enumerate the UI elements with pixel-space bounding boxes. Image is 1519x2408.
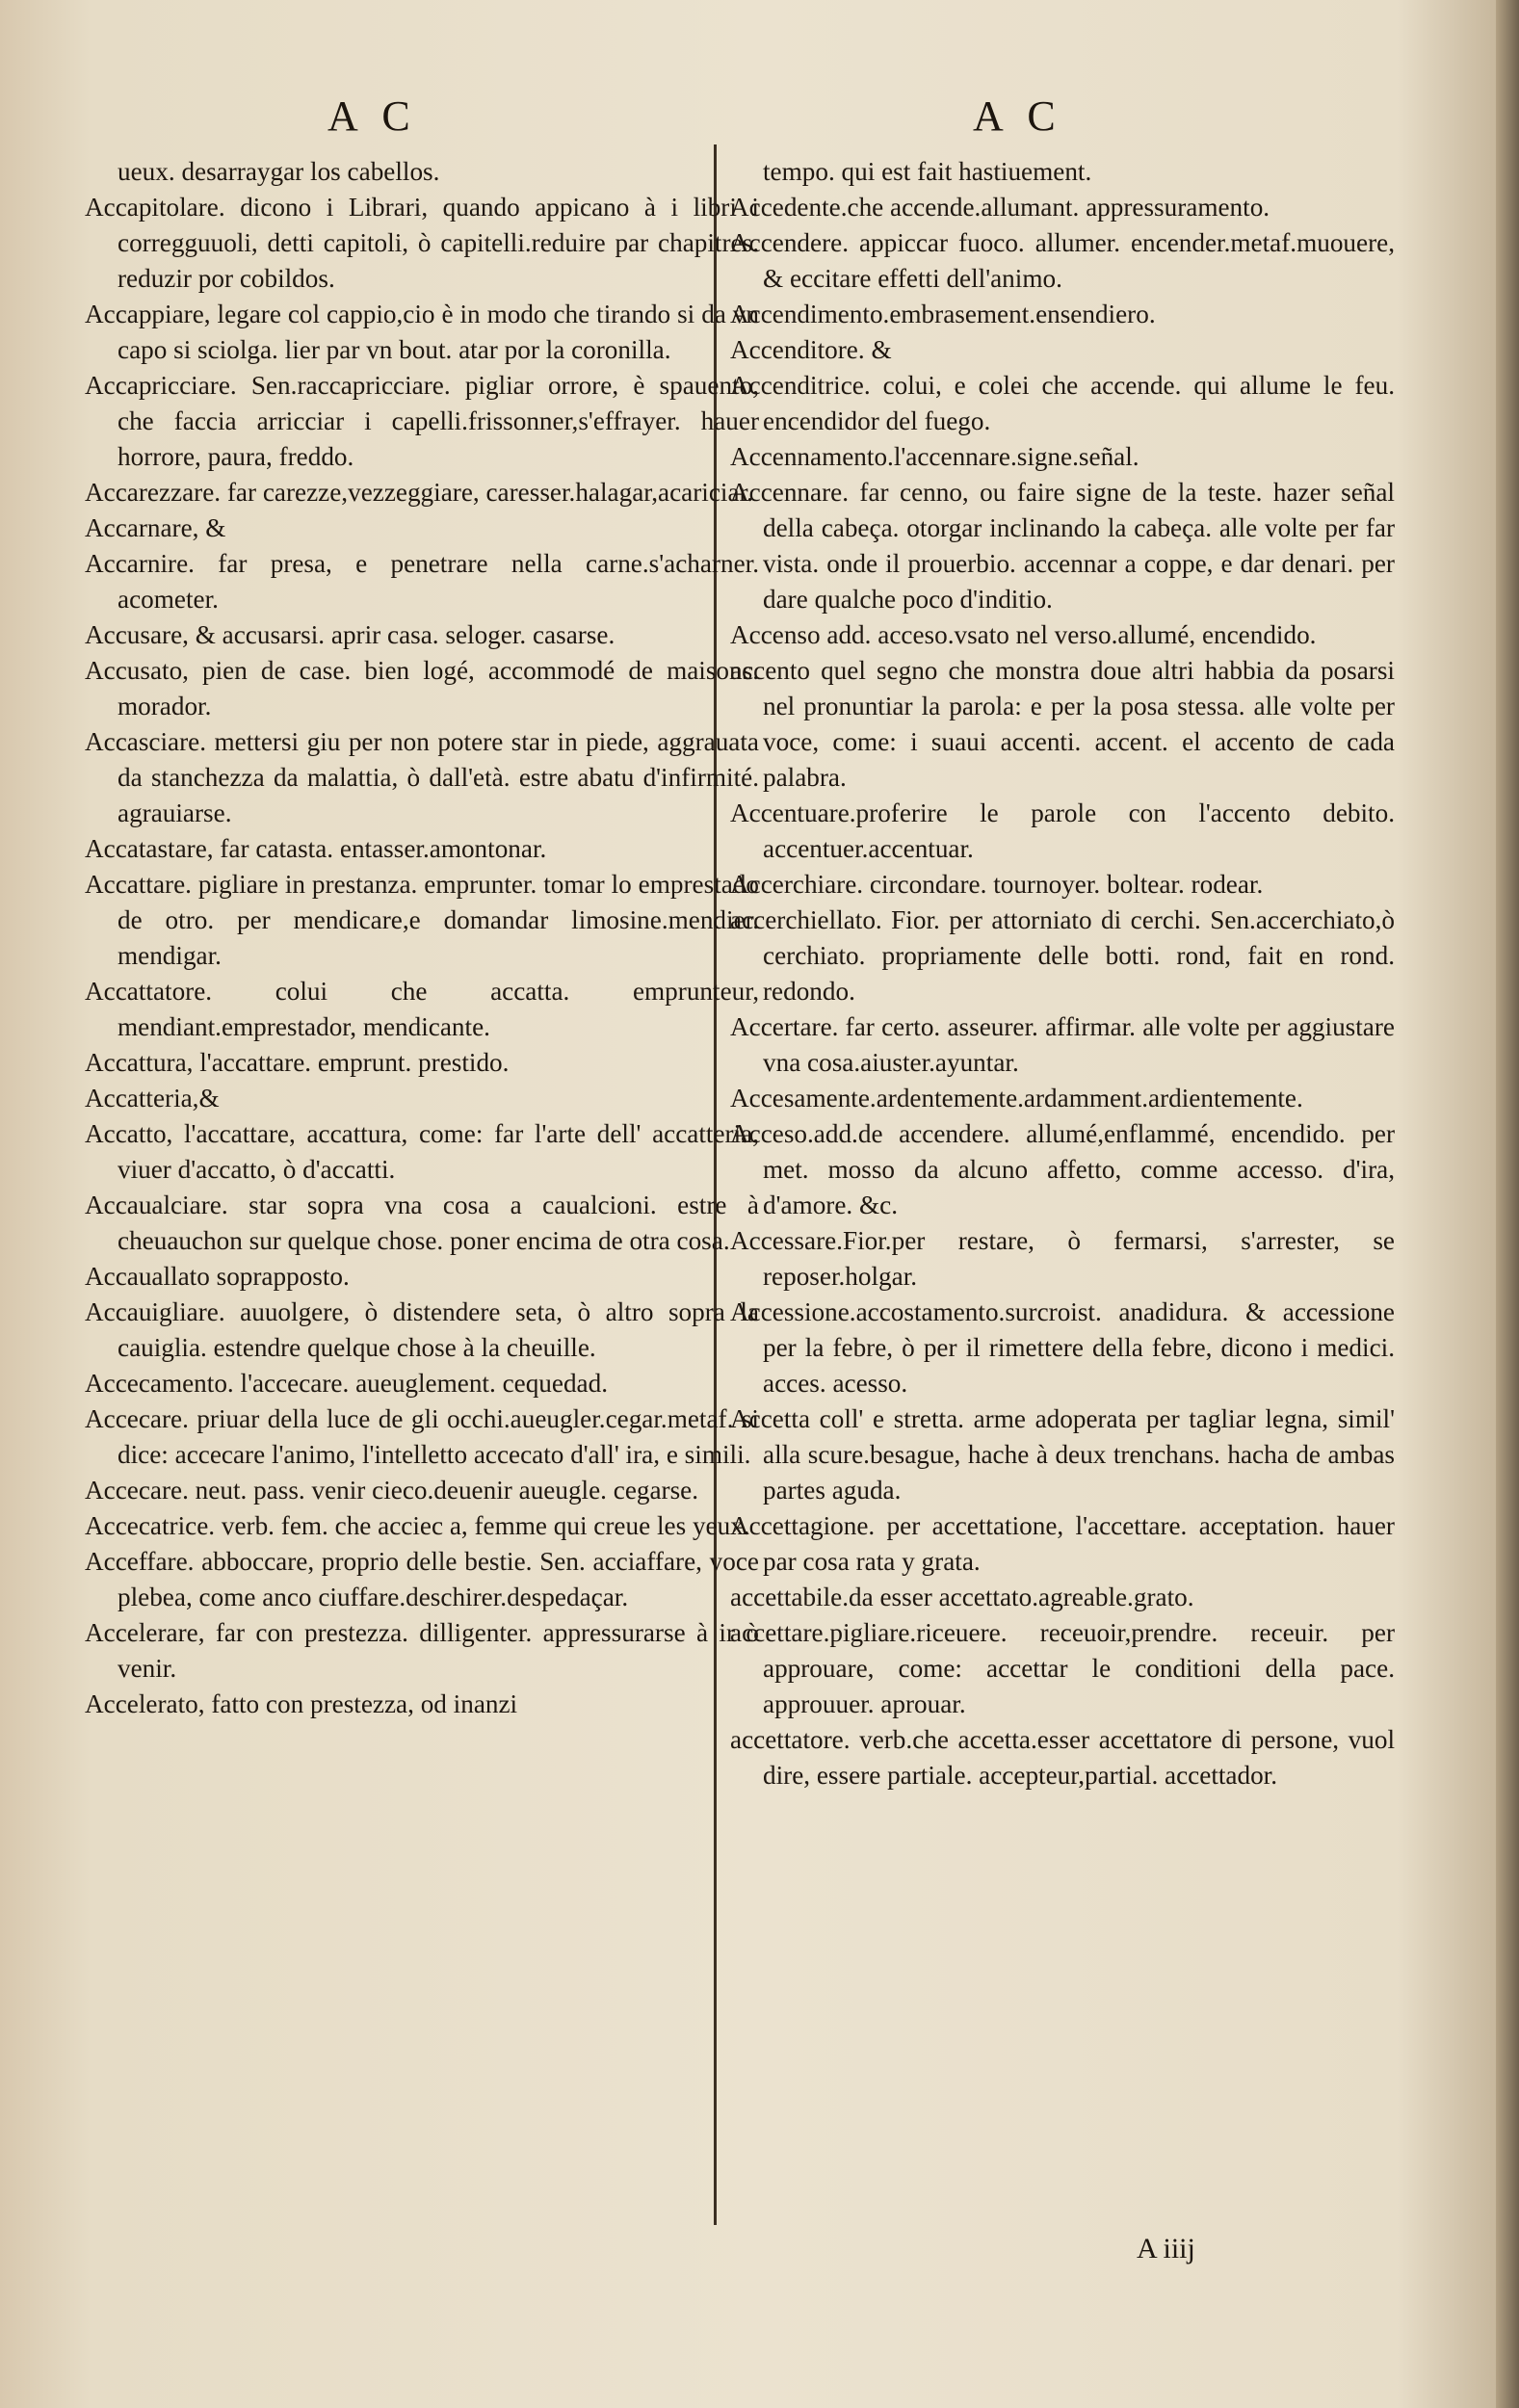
dictionary-entry: Accappiare, legare col cappio,cio è in modo che tirando si da vn capo si sciolga. lier par vn bout. atar por la coronilla. bbox=[85, 300, 759, 364]
dictionary-entry: Accecatrice. verb. fem. che acciec a, femme qui creue les yeux. bbox=[85, 1511, 750, 1540]
dictionary-entry: Accarezzare. far carezze,vezzeggiare, caresser.halagar,acariciar. bbox=[85, 478, 753, 507]
dictionary-entry: Accettagione. per accettatione, l'accettare. acceptation. hauer par cosa rata y grata. bbox=[730, 1511, 1395, 1576]
dictionary-entry: accettatore. verb.che accetta.esser accettatore di persone, vuol dire, essere partiale. accepteur,partial. accettador. bbox=[730, 1725, 1395, 1790]
signature-mark: A iiij bbox=[1137, 2233, 1195, 2264]
dictionary-entry: Accendere. appiccar fuoco. allumer. encender.metaf.muouere, & eccitare effetti dell'animo. bbox=[730, 228, 1395, 293]
dictionary-entry: Accasciare. mettersi giu per non potere star in piede, aggrauata da stanchezza da malattia, ò dall'età. estre abatu d'infirmité. agrauiarse. bbox=[85, 727, 759, 827]
dictionary-entry: Accelerare, far con prestezza. dilligenter. appressurarse à ir ò venir. bbox=[85, 1618, 759, 1683]
dictionary-entry: Accetta coll' e stretta. arme adoperata per tagliar legna, simil' alla scure.besague, hache à deux trenchans. hacha de ambas partes aguda. bbox=[730, 1404, 1395, 1505]
dictionary-entry: Accattatore. colui che accatta. emprunteur, mendiant.emprestador, mendicante. bbox=[85, 977, 759, 1041]
dictionary-entry: Accerchiare. circondare. tournoyer. boltear. rodear. bbox=[730, 870, 1264, 899]
dictionary-entry: accettare.pigliare.riceuere. receuoir,prendre. receuir. per approuare, come: accettar le conditioni della pace. approuuer. aprouar. bbox=[730, 1618, 1395, 1718]
dictionary-entry: Accertare. far certo. asseurer. affirmar. alle volte per aggiustare vna cosa.aiuster.ayuntar. bbox=[730, 1012, 1395, 1077]
dictionary-entry: Accesamente.ardentemente.ardamment.ardientemente. bbox=[730, 1084, 1303, 1112]
dictionary-entry: Accennare. far cenno, ou faire signe de la teste. hazer señal della cabeça. otorgar inclinando la cabeça. alle volte per far vista. onde il prouerbio. accennar a coppe, e dar denari. per dare qualche poco d'inditio. bbox=[730, 478, 1395, 614]
right-column bbox=[730, 154, 1395, 1793]
dictionary-entry: Accattura, l'accattare. emprunt. prestido. bbox=[85, 1048, 510, 1077]
dictionary-entry: Accecare. priuar della luce de gli occhi.aueugler.cegar.metaf. si dice: accecare l'animo, l'intelletto accecato d'all' ira, e simili. bbox=[85, 1404, 759, 1469]
dictionary-entry: Accapricciare. Sen.raccapricciare. pigliar orrore, è spauento, che faccia arricciar i capelli.frissonner,s'effrayer. hauer horrore, paura, freddo. bbox=[85, 371, 759, 471]
dictionary-entry: Accedente.che accende.allumant. appressuramento. bbox=[730, 193, 1270, 222]
dictionary-entry: Accarnare, & bbox=[85, 513, 226, 542]
dictionary-entry: Accusare, & accusarsi. aprir casa. seloger. casarse. bbox=[85, 620, 615, 649]
dictionary-entry: Accauallato soprapposto. bbox=[85, 1262, 350, 1291]
dictionary-entry: Accenso add. acceso.vsato nel verso.allumé, encendido. bbox=[730, 620, 1317, 649]
left-column bbox=[85, 154, 759, 1722]
dictionary-entry: Accatto, l'accattare, accattura, come: far l'arte dell' accatteria, viuer d'accatto, ò d'accatti. bbox=[85, 1119, 759, 1184]
dictionary-entry: Acceffare. abboccare, proprio delle bestie. Sen. acciaffare, voce plebea, come anco ciuffare.deschirer.despedaçar. bbox=[85, 1547, 759, 1611]
dictionary-entry: Accentuare.proferire le parole con l'accento debito. accentuer.accentuar. bbox=[730, 798, 1395, 863]
dictionary-entry: Accattare. pigliare in prestanza. emprunter. tomar lo emprestado de otro. per mendicare,e domandar limosine.mendier. mendigar. bbox=[85, 870, 759, 970]
dictionary-entry: accento quel segno che monstra doue altri habbia da posarsi nel pronuntiar la parola: e per la posa stessa. alle volte per voce, come: i suaui accenti. accent. el accento de cada palabra. bbox=[730, 656, 1395, 792]
dictionary-entry: Accecare. neut. pass. venir cieco.deuenir aueugle. cegarse. bbox=[85, 1476, 699, 1505]
dictionary-entry: Accelerato, fatto con prestezza, od inanzi bbox=[85, 1689, 518, 1718]
running-header-right: A C bbox=[973, 92, 1063, 140]
dictionary-entry: Accatteria,& bbox=[85, 1084, 220, 1112]
dictionary-entry: accettabile.da esser accettato.agreable.grato. bbox=[730, 1583, 1194, 1611]
dictionary-entry: Accennamento.l'accennare.signe.señal. bbox=[730, 442, 1139, 471]
dictionary-entry: Accatastare, far catasta. entasser.amontonar. bbox=[85, 834, 547, 863]
dictionary-entry: tempo. qui est fait hastiuement. bbox=[763, 157, 1092, 186]
dictionary-entry: Acceso.add.de accendere. allumé,enflammé, encendido. per met. mosso da alcuno affetto, comme accesso. d'ira, d'amore. &c. bbox=[730, 1119, 1395, 1219]
dictionary-entry: Accarnire. far presa, e penetrare nella carne.s'acharner. acometer. bbox=[85, 549, 759, 614]
dictionary-entry: Accecamento. l'accecare. aueuglement. cequedad. bbox=[85, 1369, 609, 1398]
dictionary-entry: accerchiellato. Fior. per attorniato di cerchi. Sen.accerchiato,ò cerchiato. propriamente delle botti. rond, fait en rond. redondo. bbox=[730, 905, 1395, 1006]
dictionary-entry: Accapitolare. dicono i Librari, quando appicano à i libri i corregguuoli, detti capitoli, ò capitelli.reduire par chapitres. reduzir por cobildos. bbox=[85, 193, 759, 293]
page-edge bbox=[1496, 0, 1519, 2408]
dictionary-entry: Accauigliare. auuolgere, ò distendere seta, ò altro sopra la cauiglia. estendre quelque chose à la cheuille. bbox=[85, 1297, 759, 1362]
dictionary-entry: Accenditore. & bbox=[730, 335, 892, 364]
dictionary-entry: Accessione.accostamento.surcroist. anadidura. & accessione per la febre, ò per il rimettere della febre, dicono i medici. acces. acesso. bbox=[730, 1297, 1395, 1398]
dictionary-entry: ueux. desarraygar los cabellos. bbox=[118, 157, 440, 186]
dictionary-entry: Accendimento.embrasement.ensendiero. bbox=[730, 300, 1156, 328]
running-header-left: A C bbox=[327, 92, 418, 140]
dictionary-entry: Accaualciare. star sopra vna cosa a caualcioni. estre à cheuauchon sur quelque chose. poner encima de otra cosa. bbox=[85, 1191, 759, 1255]
dictionary-entry: Accusato, pien de case. bien logé, accommodé de maisons. morador. bbox=[85, 656, 759, 720]
dictionary-entry: Accenditrice. colui, e colei che accende. qui allume le feu. encendidor del fuego. bbox=[730, 371, 1395, 435]
dictionary-entry: Accessare.Fior.per restare, ò fermarsi, s'arrester, se reposer.holgar. bbox=[730, 1226, 1395, 1291]
